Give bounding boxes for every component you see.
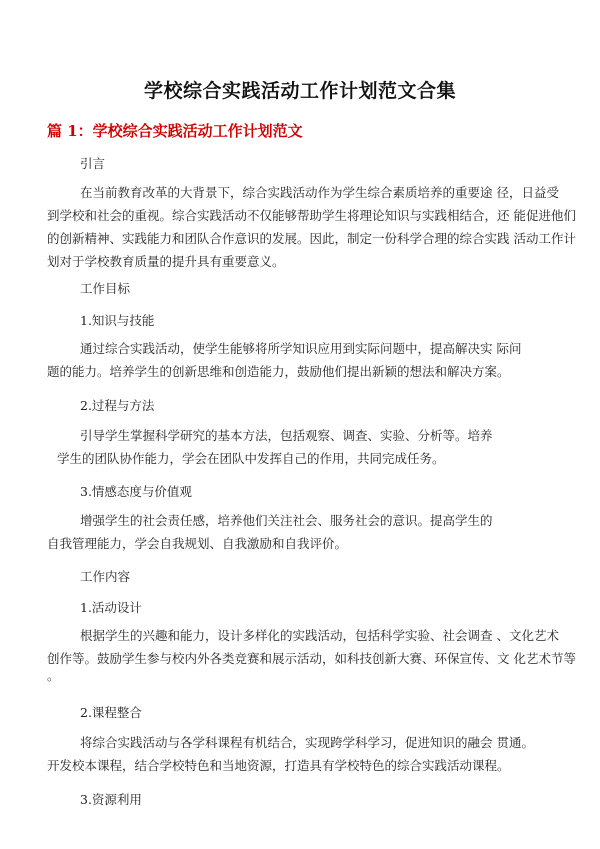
- paragraph-line: 在当前教育改革的大背景下，综合实践活动作为学生综合素质培养的重要途 径，日益受: [80, 185, 559, 200]
- goal-2-heading: 2.过程与方法: [80, 398, 155, 413]
- paragraph-line: 将综合实践活动与各学科课程有机结合，实现跨学科学习，促进知识的融会 贯通。: [80, 735, 534, 750]
- paragraph-line: 开发校本课程，结合学校特色和当地资源，打造具有学校特色的综合实践活动课程。: [47, 758, 510, 773]
- paragraph-line: 根据学生的兴趣和能力，设计多样化的实践活动，包括科学实验、社会调查 、文化艺术: [80, 628, 559, 643]
- paragraph-line: 引导学生掌握科学研究的基本方法，包括观察、调查、实验、分析等。培养: [80, 428, 493, 443]
- paragraph-line: 增强学生的社会责任感，培养他们关注社会、服务社会的意识。提高学生的: [80, 513, 493, 528]
- paragraph-line: 题的能力。培养学生的创新思维和创造能力，鼓励他们提出新颖的想法和解决方案。: [47, 364, 510, 379]
- content-1-paragraph: [47, 624, 576, 682]
- content-3-heading: 3.资源利用: [80, 792, 142, 807]
- paragraph-line: 的创新精神、实践能力和团队合作意识的发展。因此，制定一份科学合理的综合实践 活动工作计: [47, 231, 576, 246]
- content-2-paragraph: [47, 731, 534, 777]
- paragraph-line: 创作等。鼓励学生参与校内外各类竞赛和展示活动，如科技创新大赛、环保宣传、文 化艺术节等: [47, 651, 576, 666]
- goal-3-heading: 3.情感态度与价值观: [80, 484, 192, 499]
- goal-1-heading: 1.知识与技能: [80, 313, 155, 328]
- goal-2-paragraph: [47, 424, 493, 470]
- paragraph-line: 划对于学校教育质量的提升具有重要意义。: [47, 254, 285, 269]
- content-2-heading: 2.课程整合: [80, 705, 142, 720]
- intro-heading: 引言: [80, 156, 106, 171]
- content-1-heading: 1.活动设计: [80, 600, 142, 615]
- intro-paragraph: [47, 181, 576, 273]
- section-title: 篇 1：学校综合实践活动工作计划范文: [47, 122, 303, 140]
- paragraph-line: 通过综合实践活动，使学生能够将所学知识应用到实际问题中，提高解决实 际问: [80, 341, 522, 356]
- goals-heading: 工作目标: [80, 281, 131, 296]
- goal-3-paragraph: [47, 509, 493, 555]
- paragraph-line: 学生的团队协作能力，学会在团队中发挥自己的作用，共同完成任务。: [57, 451, 445, 466]
- content-heading: 工作内容: [80, 569, 131, 584]
- goal-1-paragraph: [47, 337, 521, 383]
- paragraph-line: 到学校和社会的重视。综合实践活动不仅能够帮助学生将理论知识与实践相结合，还 能促进他们: [47, 208, 576, 223]
- document-title: 学校综合实践活动工作计划范文合集: [143, 80, 456, 102]
- paragraph-line: 。: [47, 668, 60, 683]
- paragraph-line: 自我管理能力，学会自我规划、自我激励和自我评价。: [47, 536, 348, 551]
